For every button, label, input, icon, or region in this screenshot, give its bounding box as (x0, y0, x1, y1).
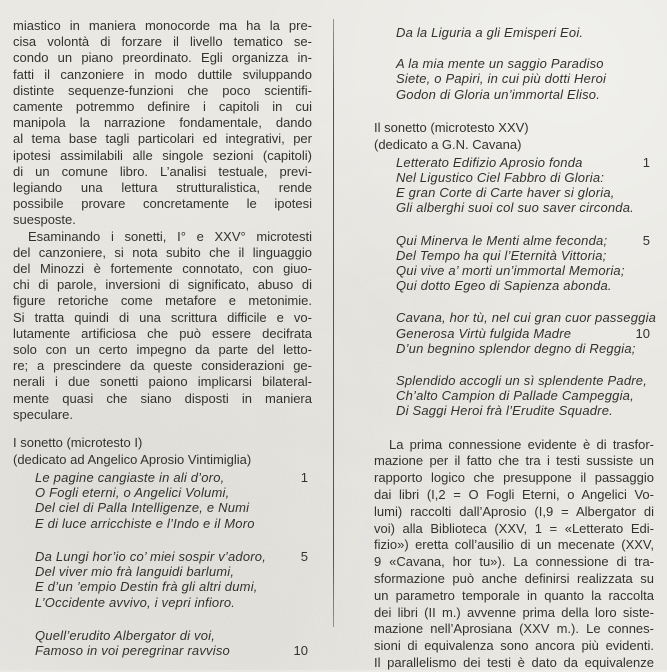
prose-line: lutamente artificiosa che può essere decifrata (13, 325, 312, 341)
sonnet-1-stanza-1 (13, 470, 312, 531)
prose-line: solo con un certo impegno da parte del letto- (13, 342, 312, 358)
prose-line: del canzoniere, si nota subito che il linguaggio (13, 244, 312, 260)
verse-line (374, 263, 654, 278)
verse-text: E di luce arricchiste e l’Indo e il Moro (35, 515, 255, 531)
verse-text: Di Saggi Heroi frà l’Erudite Squadre. (396, 403, 613, 419)
verse-line-number: 1 (300, 470, 308, 486)
prose-line: del Minozzi è fortemente connotato, con giuo- (13, 261, 312, 277)
sonnet-2-dedication: (dedicato a G.N. Cavana) (374, 136, 522, 152)
left-paragraph-2 (13, 229, 312, 423)
verse-text: Famoso in voi peregrinar ravviso (35, 642, 230, 658)
verse-text: Siete, o Papiri, in cui più dotti Heroi (396, 71, 607, 87)
verse-text: E d’un ’empio Destin frà gli altri dumi, (35, 579, 258, 595)
verse-line (374, 170, 654, 185)
verse-text: D’un begnino splendor degno di Reggia; (396, 340, 636, 356)
prose-line: chi di parole, inversioni di significato, abuso di (13, 277, 312, 293)
prose-line: dai libri (I,2 = O Fogli Eterni, o Angelici Vo- (374, 487, 654, 503)
verse-text: Qui vive a’ morti un’immortal Memoria; (396, 263, 625, 279)
verse-line (374, 278, 654, 293)
right-paragraph (374, 437, 654, 672)
right-column (374, 23, 657, 672)
verse-text: Da Lungi hor’io co’ miei sospir v’adoro, (35, 548, 267, 564)
prose-line: distinte sequenze-funzioni che poco scientifi- (13, 82, 312, 98)
prose-line: legiando una lettura strutturalistica, rende (13, 180, 312, 196)
sonnet-1-continuation-line (374, 25, 654, 40)
prose-line: condo un piano preordinato. Egli organizza in- (13, 50, 312, 66)
verse-text: Quell’erudito Albergator di voi, (35, 627, 216, 643)
sonnet-2-stanza-4 (374, 373, 654, 419)
prose-line: suesposte. (13, 212, 76, 228)
verse-line (374, 233, 654, 248)
verse-line (374, 155, 654, 170)
verse-text: Splendido accogli un sì splendente Padre, (396, 373, 648, 389)
prose-line: al tema base tagli particolari ed integrativi, per (13, 131, 312, 147)
verse-line (374, 25, 654, 40)
sonnet-2-stanza-3 (374, 310, 657, 356)
verse-line (374, 185, 654, 200)
verse-line (13, 500, 312, 515)
verse-text: Del viver mio frà languidi barlumi, (35, 564, 235, 580)
prose-line: fatti il canzoniere in modo duttile sviluppando (13, 66, 312, 82)
verse-line (374, 326, 654, 341)
prose-line: di un comune libro. L’analisi testuale, previ- (13, 163, 312, 179)
prose-line: re; a prescindere da queste considerazioni ge- (13, 358, 312, 374)
prose-line: 9 «Cavana, hor tu»). La connessione di tra- (374, 554, 654, 570)
prose-line: fizio») eretta coll’ausilio di un mecenate (XXV, (374, 537, 654, 553)
left-column (13, 18, 312, 658)
verse-line (374, 310, 657, 326)
verse-text: Generosa Virtù fulgida Madre (396, 325, 572, 341)
column-divider-line (333, 19, 334, 627)
verse-text: O Fogli eterni, o Angelici Volumi, (35, 485, 230, 501)
prose-line: manipola la narrazione fondamentale, dando (13, 115, 312, 131)
prose-line: miastico in maniera monocorde ma ha la pre- (13, 18, 312, 33)
verse-line (374, 71, 654, 86)
prose-line: La prima connessione evidente è di trasfor- (389, 436, 654, 452)
prose-line: sformazione può anche definirsi realizzata su (374, 571, 654, 587)
prose-line: nerali i due sonetti paiono implicarsi bilateral- (13, 374, 312, 390)
prose-line: lumi) raccolti dall’Aprosio (I,9 = Albergator di (374, 503, 654, 519)
sonnet-2-stanza-1 (374, 155, 654, 216)
prose-line: voi) alla Biblioteca (XXV, 1 = «Letterato Edi- (374, 520, 654, 536)
prose-line: mazione per il fatto che tra i testi sussiste un (374, 453, 654, 469)
prose-line: speculare. (13, 406, 73, 422)
verse-text: Del ciel di Palla Intelligenze, e Numi (35, 500, 250, 516)
verse-text: Gli alberghi suoi col suo saver circonda. (396, 200, 634, 216)
verse-line (374, 56, 654, 71)
prose-line: dei libri (II m.) avvenne prima della loro siste- (374, 604, 654, 620)
verse-line-number: 10 (293, 642, 308, 658)
verse-text: Le pagine cangiaste in ali d’oro, (35, 470, 225, 486)
verse-line (374, 87, 654, 102)
prose-line: Si tratta quindi di una scrittura difficile e vo- (13, 309, 312, 325)
verse-line (13, 516, 312, 531)
sonnet-1-stanza-2 (13, 549, 312, 610)
prose-line: un parametro temporale in quanto la raccolta (374, 587, 654, 603)
verse-text: Cavana, hor tù, nel cui gran cuor passeggia (396, 310, 657, 326)
verse-line (13, 643, 312, 658)
verse-text: L’Occidente avvivo, i vepri infioro. (35, 594, 236, 610)
verse-text: Ch’alto Campion di Pallade Campeggia, (396, 388, 634, 404)
verse-line (374, 388, 654, 403)
verse-text: Qui dotto Egeo di Sapienza abonda. (396, 278, 612, 294)
verse-text: Del Tempo ha qui l’Eternità Vittoria; (396, 247, 607, 263)
verse-text: A la mia mente un saggio Paradiso (396, 56, 604, 72)
verse-text: Da la Liguria a gli Emisperi Eoi. (396, 25, 584, 40)
sonnet-1-heading: I sonetto (microtesto I) (13, 435, 143, 451)
verse-line (13, 579, 312, 594)
verse-line (13, 549, 312, 564)
verse-line (13, 485, 312, 500)
verse-line (13, 470, 312, 485)
prose-line: camente potremmo definire i capitoli in cui (13, 99, 312, 115)
verse-line-number: 5 (642, 232, 650, 248)
verse-line (374, 341, 654, 356)
prose-line: cisa volontà di forzare il livello tematico se- (13, 34, 312, 50)
verse-line-number: 10 (635, 325, 650, 341)
prose-line: mazione nell’Aprosiana (XXV m.). Le connes- (374, 621, 654, 637)
sonnet-2-heading: Il sonetto (microtesto XXV) (374, 119, 529, 135)
verse-line (13, 564, 312, 579)
sonnet-1-dedication: (dedicato ad Angelico Aprosio Vintimiglia) (13, 452, 252, 468)
prose-line: possibile provare concretamente le ipotesi (13, 196, 312, 212)
prose-line: mente quasi che siano disposti in maniera (13, 390, 312, 406)
verse-line-number: 5 (300, 548, 308, 564)
verse-line (13, 595, 312, 610)
left-paragraph-1 (13, 18, 312, 229)
prose-line: Il parallelismo dei testi è dato da equivalenze (374, 655, 654, 671)
verse-text: E gran Corte di Carte haver si gloria, (396, 185, 615, 201)
prose-line: sioni di equivalenza sono ancora più evidenti. (374, 638, 654, 654)
verse-text: Godon di Gloria un’immortal Eliso. (396, 86, 601, 102)
prose-line: Esaminando i sonetti, I° e XXV° microtesti (28, 228, 312, 244)
verse-line (374, 248, 654, 263)
prose-line: figure retoriche come metafore e metonimie. (13, 293, 312, 309)
sonnet-2-stanza-2 (374, 233, 654, 294)
verse-text: Letterato Edifizio Aprosio fonda (396, 154, 583, 170)
verse-text: Qui Minerva le Menti alme feconda; (396, 232, 608, 248)
verse-text: Nel Ligustico Ciel Fabbro di Gloria: (396, 170, 605, 186)
verse-line (374, 200, 654, 215)
verse-line (374, 403, 654, 418)
prose-line: rapporto logico che presuppone il passaggio (374, 470, 654, 486)
sonnet-1-stanza-3 (13, 628, 312, 658)
sonnet-1-final-tercet (374, 56, 654, 102)
verse-line-number: 1 (642, 154, 650, 170)
prose-line: ipotesi assimilabili alle singole sezioni (capitoli) (13, 147, 312, 163)
verse-line (13, 628, 312, 643)
verse-line (374, 373, 654, 388)
